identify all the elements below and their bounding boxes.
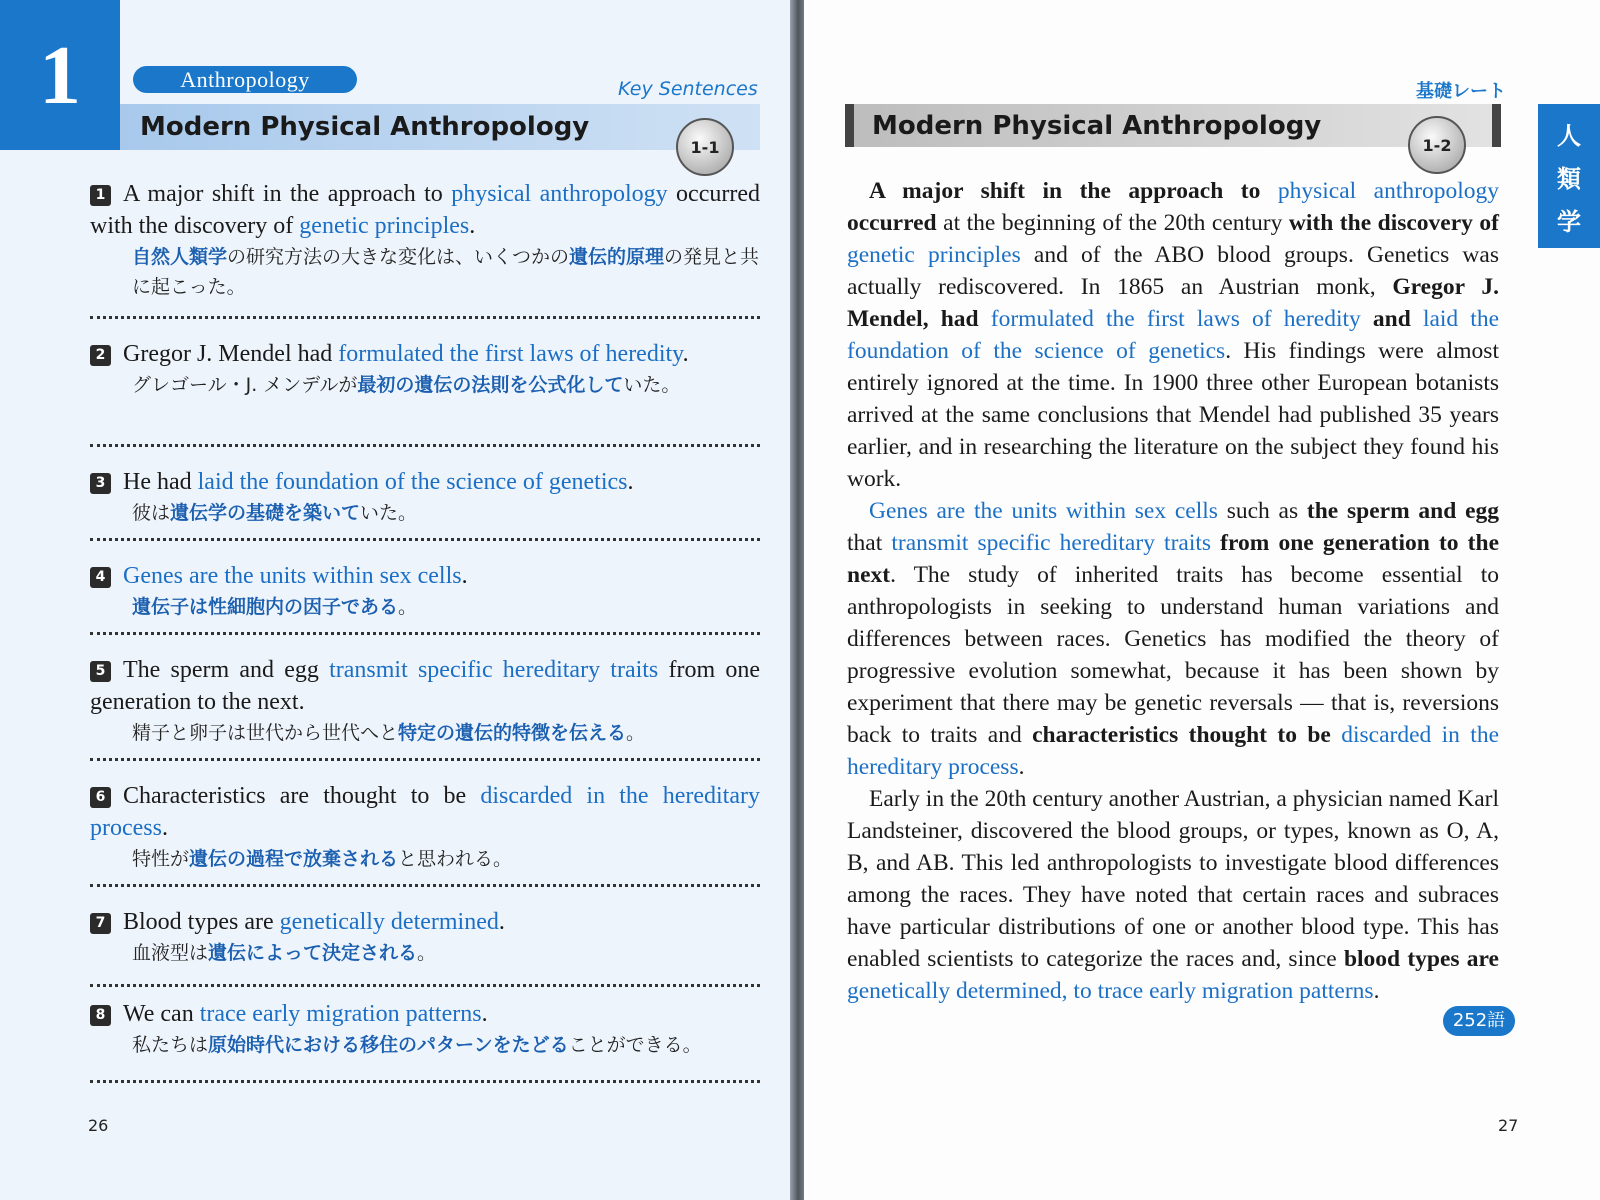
key-sentence: [90, 466, 760, 528]
text-run: Gregor J. Mendel had: [123, 341, 339, 367]
highlighted-phrase: transmit specific hereditary traits: [891, 530, 1212, 556]
word-count-badge: 252語: [1443, 1006, 1515, 1036]
key-sentence: [90, 178, 760, 302]
text-run: いた。: [360, 502, 418, 524]
highlighted-phrase: genetically determined: [279, 909, 499, 935]
title-bar: [120, 104, 760, 150]
text-run: の発見と共に起こった。: [132, 246, 760, 298]
page-subtitle: 基礎レート: [1416, 81, 1506, 102]
text-run: from one generation to the next.: [90, 657, 760, 715]
sentence-english: [90, 654, 760, 718]
article-paragraph: [847, 495, 1499, 783]
dotted-divider: [90, 1080, 760, 1083]
highlighted-phrase: 遺伝によって決定される: [208, 942, 418, 964]
sentence-japanese: [90, 242, 760, 302]
side-tab-char: 類: [1557, 164, 1581, 193]
key-sentence: [90, 780, 760, 874]
chapter-number: 1: [0, 0, 120, 150]
dotted-divider: [90, 316, 760, 319]
article-paragraph: [847, 175, 1499, 495]
bold-phrase: blood types are: [1343, 946, 1499, 972]
text-run: [1361, 306, 1373, 332]
highlighted-phrase: laid the foundation of the science of genetics: [847, 306, 1500, 364]
text-run: The sperm and egg: [123, 657, 330, 683]
key-sentence: [90, 654, 760, 748]
text-run: .: [1018, 754, 1025, 780]
page-title: Modern Physical Anthropology: [140, 112, 590, 142]
text-run: .: [682, 341, 689, 367]
bold-phrase: characteristics thought to be: [1032, 722, 1331, 748]
page-number: 27: [1498, 1116, 1519, 1135]
highlighted-phrase: physical anthropology: [451, 181, 668, 207]
text-run: 。: [417, 942, 437, 964]
sentence-japanese: [90, 938, 760, 968]
sentence-japanese: [90, 718, 760, 748]
sentence-english: [90, 780, 760, 844]
text-run: Blood types are: [123, 909, 280, 935]
text-run: .: [161, 815, 168, 841]
text-run: We can: [123, 1001, 200, 1027]
sentence-number: 3: [90, 473, 111, 494]
title-bar: [845, 104, 1501, 147]
highlighted-phrase: Genes are the units within sex cells: [123, 563, 462, 589]
text-run: 。: [626, 722, 646, 744]
page-number: 26: [88, 1116, 109, 1135]
side-tab: [1538, 104, 1600, 248]
text-run: [1211, 530, 1220, 556]
bold-phrase: occurred: [847, 210, 937, 236]
text-run: グレゴール・J. メンデルが: [132, 374, 358, 396]
highlighted-phrase: 自然人類学: [132, 246, 228, 268]
text-run: .: [481, 1001, 488, 1027]
text-run: such as: [1217, 498, 1307, 524]
text-run: 血液型は: [132, 942, 209, 964]
highlighted-phrase: laid the foundation of the science of genetics: [197, 469, 628, 495]
sentence-english: [90, 906, 760, 938]
dotted-divider: [90, 884, 760, 887]
sentence-number: 8: [90, 1005, 111, 1026]
highlighted-phrase: 遺伝子は性細胞内の因子である: [132, 596, 399, 618]
dotted-divider: [90, 984, 760, 987]
text-run: .: [1373, 978, 1380, 1004]
text-run: Characteristics are thought to be: [123, 783, 481, 809]
sentence-english: [90, 178, 760, 242]
right-page: [804, 0, 1600, 1200]
highlighted-phrase: 最初の遺伝の法則を公式化して: [357, 374, 624, 396]
sentence-number: 2: [90, 345, 111, 366]
page-title: Modern Physical Anthropology: [872, 111, 1322, 141]
text-run: ことができる。: [568, 1034, 702, 1056]
text-run: 彼は: [132, 502, 171, 524]
text-run: .: [461, 563, 468, 589]
text-run: .: [469, 213, 476, 239]
sentence-english: [90, 466, 760, 498]
dotted-divider: [90, 632, 760, 635]
text-run: いた。: [623, 374, 681, 396]
side-tab-char: 学: [1557, 207, 1581, 236]
highlighted-phrase: genetic principles: [847, 242, 1021, 268]
sentence-japanese: [90, 370, 760, 400]
bold-phrase: A major shift in the approach to: [869, 178, 1278, 204]
text-run: and of the ABO blood groups. Genetics was actually rediscovered. In 1865 an Austrian monk,: [847, 242, 1499, 300]
section-label: Key Sentences: [618, 78, 758, 100]
category-label: Anthropology: [133, 66, 357, 93]
text-run: . The study of inherited traits has become essential to anthropologists in seeking to understand human variations and differences between races. Genetics has modified the theory of progressive evolution somewhat, because it has been shown by experiment that there may be genetic reversals — that is, reversions back to traits and: [847, 562, 1499, 748]
article-paragraph: [847, 783, 1499, 1007]
text-run: .: [498, 909, 505, 935]
sentence-english: [90, 998, 760, 1030]
dotted-divider: [90, 444, 760, 447]
sentence-japanese: [90, 592, 760, 622]
text-run: 私たちは: [132, 1034, 209, 1056]
sentence-number: 4: [90, 567, 111, 588]
text-run: that: [847, 530, 892, 556]
highlighted-phrase: 遺伝の過程で放棄される: [189, 848, 399, 870]
text-run: 精子と卵子は世代から世代へと: [132, 722, 399, 744]
article-body: [847, 175, 1499, 1007]
highlighted-phrase: genetic principles: [299, 213, 470, 239]
highlighted-phrase: Genes are the units within sex cells: [869, 498, 1218, 524]
key-sentence: [90, 560, 760, 622]
text-run: 。: [398, 596, 418, 618]
text-run: [979, 306, 991, 332]
text-run: .: [627, 469, 634, 495]
text-run: . His findings were almost entirely ignored at the time. In 1900 three other European botanists arrived at the same conclusions that Mendel had published 35 years earlier, and in researching the literature on the subject they found his work.: [847, 338, 1499, 492]
highlighted-phrase: 遺伝学の基礎を築いて: [170, 502, 361, 524]
highlighted-phrase: discarded in the hereditary process: [847, 722, 1500, 780]
highlighted-phrase: discarded in the hereditary process: [90, 783, 760, 841]
text-run: [1411, 306, 1423, 332]
highlighted-phrase: 原始時代における移住のパターンをたどる: [208, 1034, 569, 1056]
sentence-japanese: [90, 844, 760, 874]
sentence-english: [90, 338, 760, 370]
highlighted-phrase: physical anthropology: [1277, 178, 1499, 204]
bold-phrase: with the discovery of: [1288, 210, 1499, 236]
highlighted-phrase: genetically determined, to trace early migration patterns: [847, 978, 1374, 1004]
highlighted-phrase: trace early migration patterns: [199, 1001, 482, 1027]
text-run: A major shift in the approach to: [123, 181, 452, 207]
sentence-number: 1: [90, 185, 111, 206]
highlighted-phrase: 遺伝的原理: [569, 246, 665, 268]
highlighted-phrase: transmit specific hereditary traits: [329, 657, 659, 683]
text-run: 特性が: [132, 848, 190, 870]
section-badge: 1-1: [676, 118, 734, 176]
section-badge: 1-2: [1408, 116, 1466, 174]
sentence-number: 7: [90, 913, 111, 934]
sentence-english: [90, 560, 760, 592]
text-run: [1331, 722, 1341, 748]
text-run: Early in the 20th century another Austrian, a physician named Karl Landsteiner, discovered the blood groups, or types, known as O, A, B, and AB. This led anthropologists to investigate blood differences among the races. They have noted that certain races and subraces have particular distributions of one or another blood type. This has enabled scientists to categorize the races and, since: [847, 786, 1499, 972]
highlighted-phrase: formulated the first laws of heredity: [990, 306, 1361, 332]
dotted-divider: [90, 538, 760, 541]
bold-phrase: and: [1372, 306, 1411, 332]
text-run: と思われる。: [398, 848, 513, 870]
sentence-japanese: [90, 498, 760, 528]
left-page: [0, 0, 798, 1200]
text-run: occurred with the discovery of: [90, 181, 760, 239]
bold-phrase: from one generation to the next: [847, 530, 1499, 588]
sentence-number: 6: [90, 787, 111, 808]
sentence-japanese: [90, 1030, 760, 1060]
key-sentence: [90, 998, 760, 1060]
bold-phrase: the sperm and egg: [1306, 498, 1500, 524]
key-sentence: [90, 906, 760, 968]
dotted-divider: [90, 758, 760, 761]
text-run: at the beginning of the 20th century: [936, 210, 1289, 236]
highlighted-phrase: formulated the first laws of heredity: [338, 341, 683, 367]
side-tab-char: 人: [1557, 121, 1581, 150]
text-run: の研究方法の大きな変化は、いくつかの: [227, 246, 570, 268]
text-run: He had: [123, 469, 198, 495]
key-sentence: [90, 338, 760, 400]
bold-phrase: Gregor J. Mendel, had: [847, 274, 1499, 332]
highlighted-phrase: 特定の遺伝的特徴を伝える: [398, 722, 627, 744]
sentence-number: 5: [90, 661, 111, 682]
